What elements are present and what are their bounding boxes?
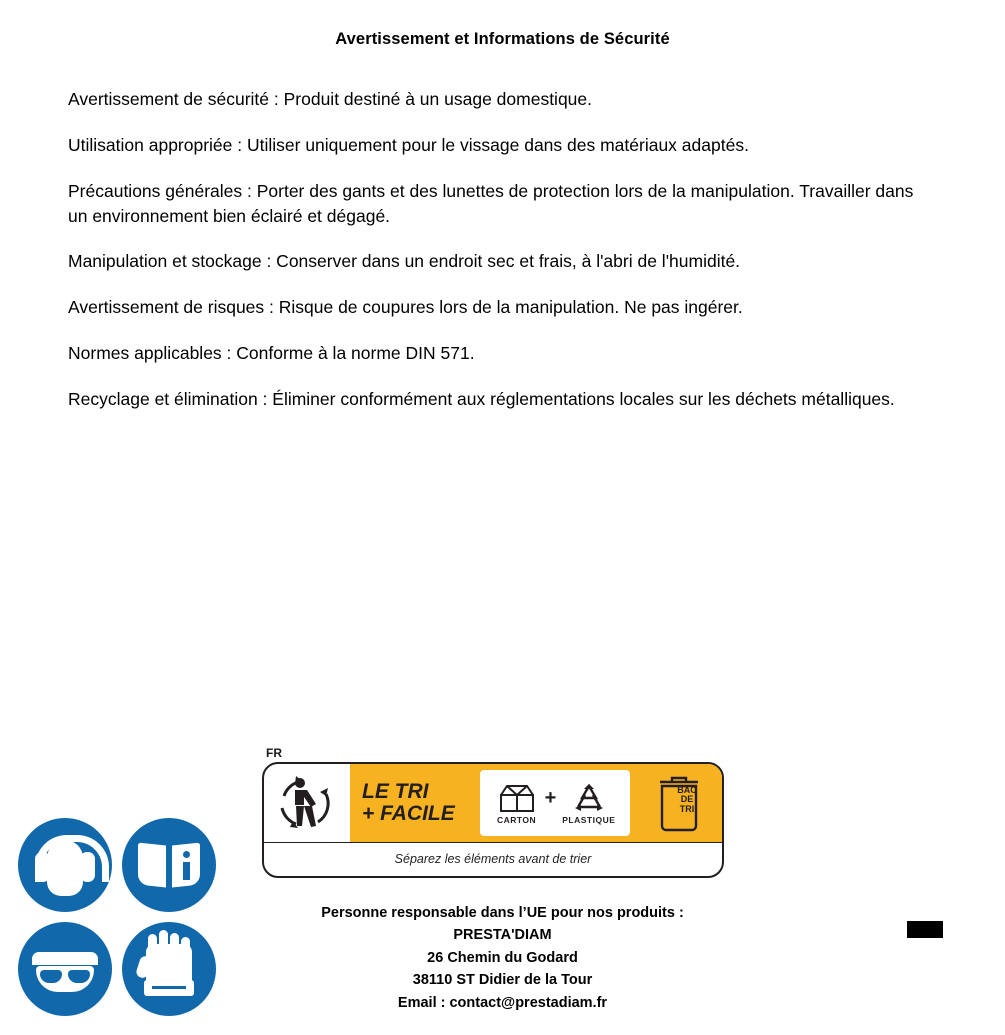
page-title: Avertissement et Informations de Sécurité bbox=[335, 30, 670, 48]
recycling-footer: Séparez les éléments avant de trier bbox=[264, 842, 722, 875]
safety-paragraph: Avertissement de sécurité : Produit destiné à un usage domestique. bbox=[68, 89, 593, 109]
materials-panel bbox=[480, 770, 630, 836]
material-carton-label: CARTON bbox=[496, 815, 537, 825]
triman-icon bbox=[264, 764, 350, 842]
bin-area bbox=[630, 764, 722, 842]
ear-protection-icon bbox=[18, 818, 112, 912]
safety-paragraph: Normes applicables : Conforme à la norme DIN 571. bbox=[68, 343, 475, 364]
recycle-arrows-icon bbox=[562, 781, 615, 815]
bin-label-line2: DE bbox=[680, 794, 694, 805]
material-plastique bbox=[562, 781, 615, 825]
bin-label-line1: BAC bbox=[677, 785, 697, 795]
recycling-country-code: FR bbox=[266, 746, 282, 760]
safety-paragraph: Recyclage et élimination : Éliminer conformément aux réglementations locales sur les déchets métalliques. bbox=[68, 388, 895, 409]
recycling-headline-line1: LE TRI bbox=[362, 779, 429, 803]
safety-paragraph: Avertissement de risques : Risque de coupures lors de la manipulation. Ne pas ingérer. bbox=[68, 297, 743, 318]
materials-plus: + bbox=[544, 786, 557, 809]
recycling-headline-line2: + FACILE bbox=[362, 802, 455, 825]
recycling-label bbox=[262, 746, 724, 878]
material-carton bbox=[495, 781, 539, 825]
material-plastique-label: PLASTIQUE bbox=[562, 815, 616, 825]
safety-text-block bbox=[0, 87, 1005, 412]
eu-contact-email: Email : contact@prestadiam.fr bbox=[397, 994, 608, 1011]
safety-paragraph: Précautions générales : Porter des gants et des lunettes de protection lors de la manipulation. Travailler dans un environnement bien éclairé et dégagé. bbox=[68, 180, 914, 226]
eu-contact-intro: Personne responsable dans l’UE pour nos produits : bbox=[321, 905, 684, 921]
bin-label-line3: TRI bbox=[679, 803, 695, 814]
eu-contact-company: PRESTA'DIAM bbox=[453, 927, 552, 944]
carton-box-icon bbox=[495, 781, 539, 815]
eu-contact-city: 38110 ST Didier de la Tour bbox=[412, 972, 593, 989]
eu-contact-street: 26 Chemin du Godard bbox=[427, 949, 578, 966]
safety-paragraph: Manipulation et stockage : Conserver dans un endroit sec et frais, à l'abri de l'humidité. bbox=[68, 251, 741, 272]
recycling-headline bbox=[350, 781, 480, 825]
safety-paragraph: Utilisation appropriée : Utiliser uniquement pour le vissage dans des matériaux adaptés. bbox=[68, 134, 749, 155]
ce-mark-icon bbox=[795, 875, 955, 985]
read-manual-icon bbox=[122, 818, 216, 912]
bin-label bbox=[670, 786, 704, 814]
